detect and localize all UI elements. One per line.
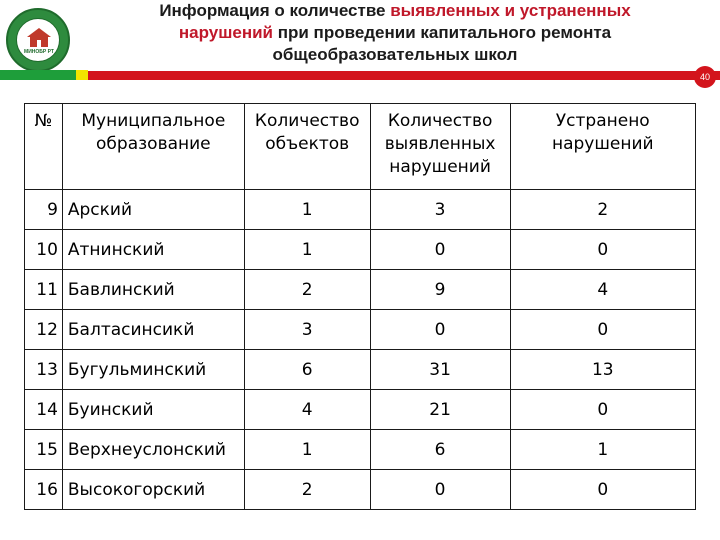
- cell-name: Бугульминский: [62, 350, 244, 390]
- header-fixed: Устранено нарушений: [510, 104, 695, 190]
- cell-fixed: 0: [510, 390, 695, 430]
- cell-objects: 4: [244, 390, 370, 430]
- table-row: [25, 470, 696, 510]
- cell-name: Балтасинсикй: [62, 310, 244, 350]
- table-row: [25, 270, 696, 310]
- cell-num: 9: [25, 190, 63, 230]
- cell-found: 0: [370, 310, 510, 350]
- cell-fixed: 4: [510, 270, 695, 310]
- cell-found: 31: [370, 350, 510, 390]
- cell-num: 11: [25, 270, 63, 310]
- cell-fixed: 2: [510, 190, 695, 230]
- cell-num: 16: [25, 470, 63, 510]
- cell-objects: 1: [244, 430, 370, 470]
- cell-name: Арский: [62, 190, 244, 230]
- cell-objects: 1: [244, 190, 370, 230]
- cell-fixed: 0: [510, 230, 695, 270]
- cell-fixed: 1: [510, 430, 695, 470]
- ministry-logo: [6, 8, 70, 72]
- stripe-red: [88, 71, 720, 80]
- cell-num: 14: [25, 390, 63, 430]
- cell-found: 21: [370, 390, 510, 430]
- cell-fixed: 0: [510, 470, 695, 510]
- table-row: [25, 430, 696, 470]
- cell-num: 13: [25, 350, 63, 390]
- page-number-badge: 40: [694, 66, 716, 88]
- logo-emblem: [16, 18, 60, 62]
- title-line-3: общеобразовательных школ: [272, 45, 518, 64]
- violations-table: [24, 103, 696, 510]
- cell-name: Высокогорский: [62, 470, 244, 510]
- house-icon: [30, 37, 48, 47]
- cell-objects: 2: [244, 270, 370, 310]
- cell-objects: 3: [244, 310, 370, 350]
- stripe-yellow: [76, 70, 88, 80]
- cell-objects: 1: [244, 230, 370, 270]
- logo-text: МИНОБР РТ: [24, 49, 54, 55]
- slide-title: [95, 0, 695, 66]
- cell-found: 0: [370, 470, 510, 510]
- header-found: Количество выявленных нарушений: [370, 104, 510, 190]
- table-row: [25, 310, 696, 350]
- table-row: [25, 230, 696, 270]
- cell-found: 9: [370, 270, 510, 310]
- table-header-row: [25, 104, 696, 190]
- cell-num: 10: [25, 230, 63, 270]
- cell-objects: 6: [244, 350, 370, 390]
- cell-found: 6: [370, 430, 510, 470]
- cell-found: 0: [370, 230, 510, 270]
- cell-fixed: 0: [510, 310, 695, 350]
- cell-num: 12: [25, 310, 63, 350]
- header-objects: Количество объектов: [244, 104, 370, 190]
- stripe-green: [0, 70, 76, 80]
- header-num: №: [25, 104, 63, 190]
- cell-name: Верхнеуслонский: [62, 430, 244, 470]
- cell-fixed: 13: [510, 350, 695, 390]
- header-municipality: Муниципальное образование: [62, 104, 244, 190]
- cell-found: 3: [370, 190, 510, 230]
- table-row: [25, 190, 696, 230]
- cell-name: Бавлинский: [62, 270, 244, 310]
- cell-name: Буинский: [62, 390, 244, 430]
- house-roof-icon: [27, 28, 51, 37]
- table-row: [25, 350, 696, 390]
- title-line-2: нарушений при проведении капитального ремонта: [178, 23, 612, 42]
- cell-num: 15: [25, 430, 63, 470]
- cell-name: Атнинский: [62, 230, 244, 270]
- table-row: [25, 390, 696, 430]
- cell-objects: 2: [244, 470, 370, 510]
- title-line-1: Информация о количестве выявленных и устраненных: [159, 1, 631, 20]
